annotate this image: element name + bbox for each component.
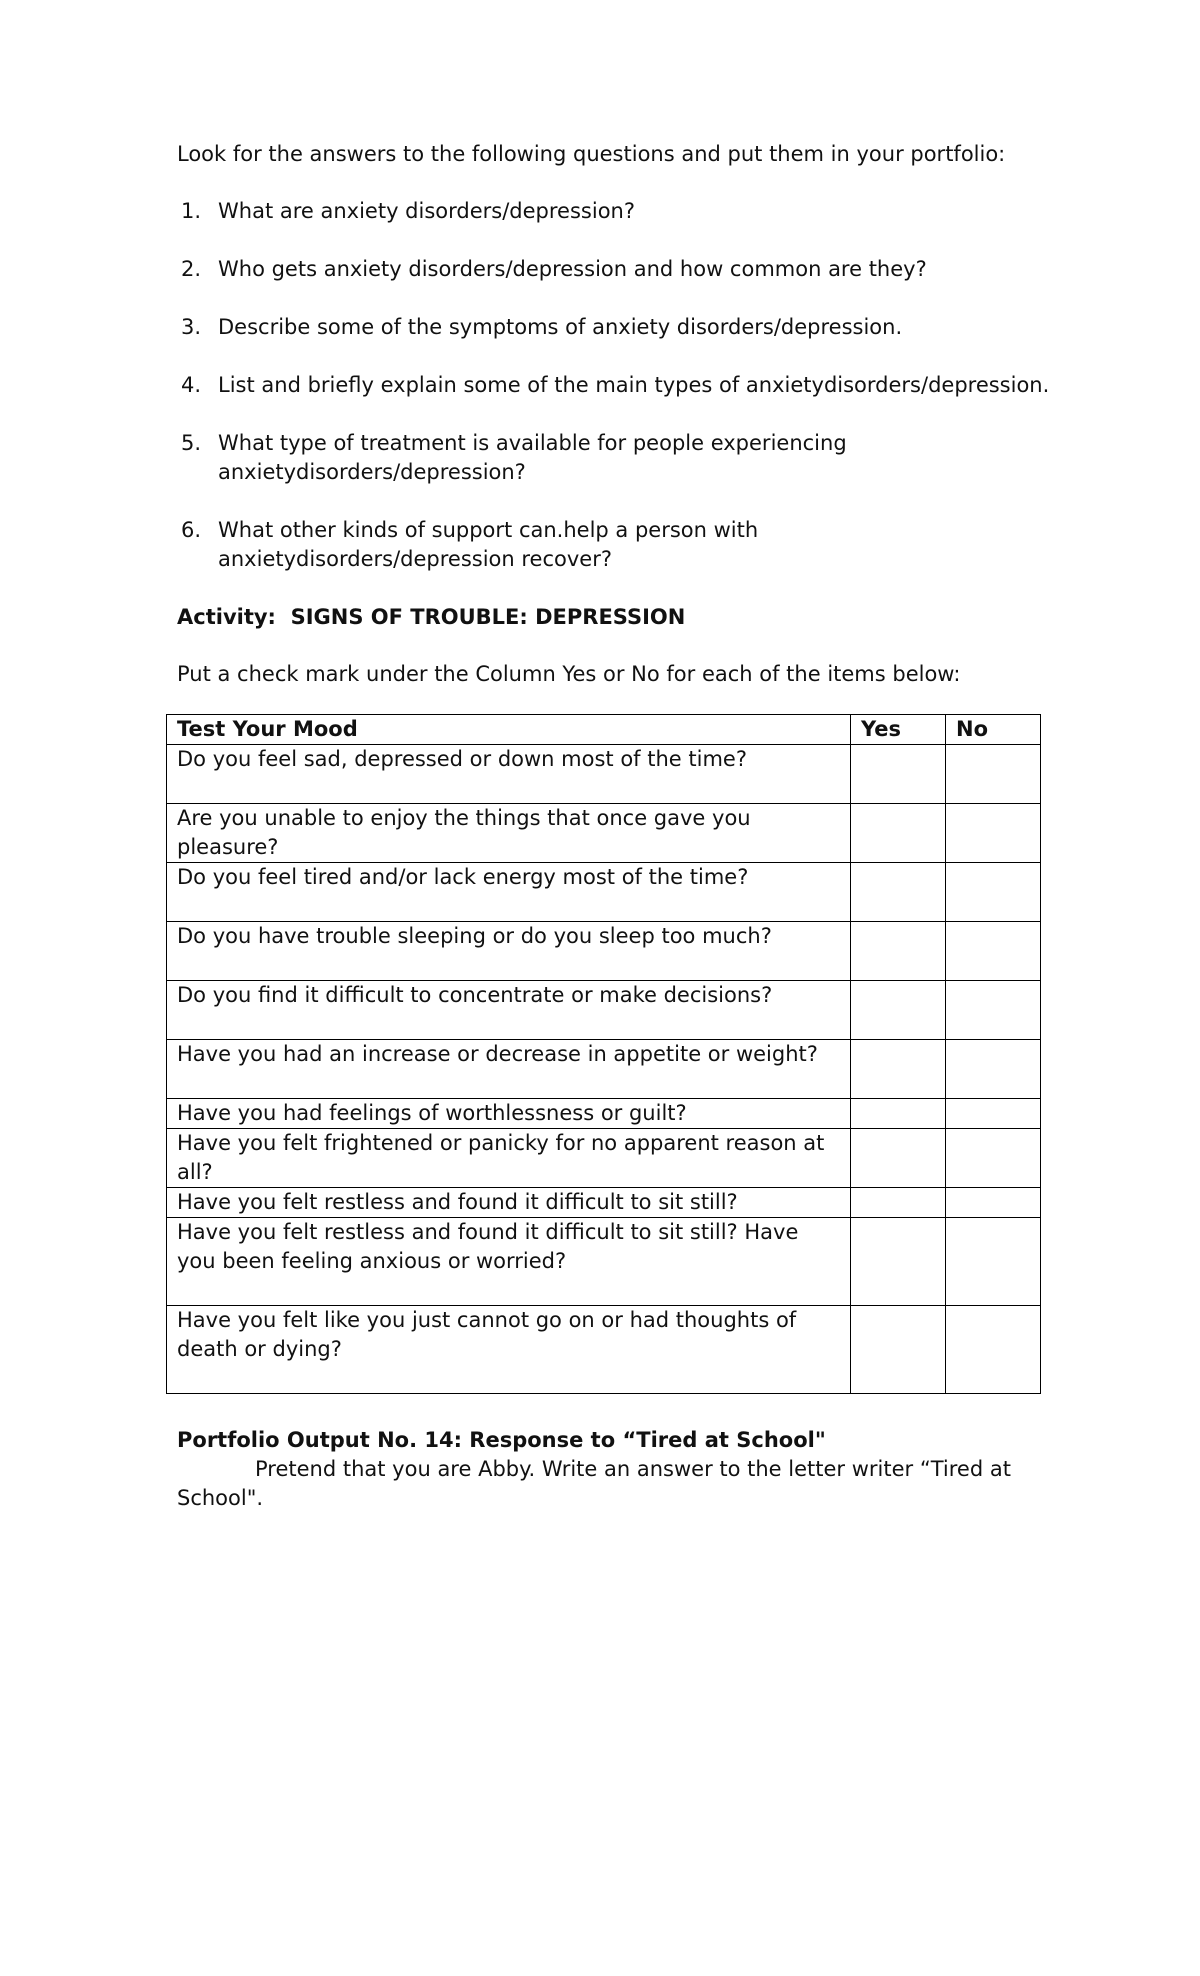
question-list (177, 197, 1057, 574)
question-text: Describe some of the symptoms of anxiety disorders/depression. (218, 315, 903, 339)
table-row (167, 922, 1041, 981)
no-check-cell[interactable] (946, 1040, 1041, 1099)
table-row (167, 1188, 1041, 1218)
yes-check-cell[interactable] (851, 1188, 946, 1218)
yes-check-cell[interactable] (851, 981, 946, 1040)
mood-question: Are you unable to enjoy the things that once gave you pleasure? (167, 804, 851, 863)
mood-question: Do you feel sad, depressed or down most of the time? (167, 745, 851, 804)
yes-check-cell[interactable] (851, 1099, 946, 1129)
question-item (177, 371, 1057, 400)
yes-check-cell[interactable] (851, 1218, 946, 1306)
portfolio-section (177, 1426, 1057, 1513)
mood-question: Have you felt like you just cannot go on or had thoughts of death or dying? (167, 1306, 851, 1394)
yes-check-cell[interactable] (851, 1129, 946, 1188)
question-item (177, 255, 1057, 284)
mood-question: Do you feel tired and/or lack energy most of the time? (167, 863, 851, 922)
table-row (167, 1129, 1041, 1188)
mood-question: Do you have trouble sleeping or do you sleep too much? (167, 922, 851, 981)
question-number: 1. (181, 199, 202, 223)
intro-text: Look for the answers to the following questions and put them in your portfolio: (177, 142, 1006, 166)
yes-check-cell[interactable] (851, 804, 946, 863)
table-row (167, 1099, 1041, 1129)
question-number: 6. (181, 518, 202, 542)
table-row (167, 804, 1041, 863)
question-text: What are anxiety disorders/depression? (218, 199, 635, 223)
no-check-cell[interactable] (946, 1099, 1041, 1129)
table-row (167, 745, 1041, 804)
question-text: What other kinds of support can.help a person with anxietydisorders/depression recover? (218, 518, 759, 571)
mood-question: Have you had an increase or decrease in appetite or weight? (167, 1040, 851, 1099)
portfolio-title: Portfolio Output No. 14: Response to “Tired at School" (177, 1428, 826, 1452)
mood-question: Have you had feelings of worthlessness or guilt? (167, 1099, 851, 1129)
table-row (167, 863, 1041, 922)
mood-question: Do you find it difficult to concentrate or make decisions? (167, 981, 851, 1040)
question-number: 3. (181, 315, 202, 339)
question-item (177, 429, 1057, 487)
document-content (177, 140, 1057, 1513)
mood-question: Have you felt restless and found it difficult to sit still? Have you been feeling anxious or worried? (167, 1218, 851, 1306)
header-test-your-mood: Test Your Mood (167, 715, 851, 745)
question-number: 2. (181, 257, 202, 281)
question-number: 4. (181, 373, 202, 397)
no-check-cell[interactable] (946, 981, 1041, 1040)
yes-check-cell[interactable] (851, 745, 946, 804)
question-item (177, 313, 1057, 342)
activity-title: SIGNS OF TROUBLE: DEPRESSION (290, 605, 686, 629)
question-text: What type of treatment is available for people experiencing anxietydisorders/depression? (218, 431, 847, 484)
question-text: Who gets anxiety disorders/depression and how common are they? (218, 257, 927, 281)
no-check-cell[interactable] (946, 804, 1041, 863)
question-item (177, 516, 1057, 574)
yes-check-cell[interactable] (851, 1306, 946, 1394)
question-item (177, 197, 1057, 226)
mood-question: Have you felt restless and found it difficult to sit still? (167, 1188, 851, 1218)
no-check-cell[interactable] (946, 1188, 1041, 1218)
activity-label: Activity: (177, 605, 276, 629)
question-text: List and briefly explain some of the main types of anxietydisorders/depression. (218, 373, 1050, 397)
header-no: No (946, 715, 1041, 745)
mood-question: Have you felt frightened or panicky for no apparent reason at all? (167, 1129, 851, 1188)
yes-check-cell[interactable] (851, 1040, 946, 1099)
activity-heading (177, 603, 1057, 632)
no-check-cell[interactable] (946, 1218, 1041, 1306)
no-check-cell[interactable] (946, 863, 1041, 922)
yes-check-cell[interactable] (851, 922, 946, 981)
table-row (167, 1306, 1041, 1394)
activity-instructions: Put a check mark under the Column Yes or No for each of the items below: (177, 662, 961, 686)
question-number: 5. (181, 431, 202, 455)
no-check-cell[interactable] (946, 1129, 1041, 1188)
header-yes: Yes (851, 715, 946, 745)
no-check-cell[interactable] (946, 1306, 1041, 1394)
table-row (167, 1040, 1041, 1099)
mood-checklist-table (166, 714, 1041, 1394)
table-row (167, 1218, 1041, 1306)
table-header-row (167, 715, 1041, 745)
yes-check-cell[interactable] (851, 863, 946, 922)
table-row (167, 981, 1041, 1040)
no-check-cell[interactable] (946, 745, 1041, 804)
no-check-cell[interactable] (946, 922, 1041, 981)
portfolio-instructions: Pretend that you are Abby. Write an answer to the letter writer “Tired at School". (177, 1457, 1011, 1510)
